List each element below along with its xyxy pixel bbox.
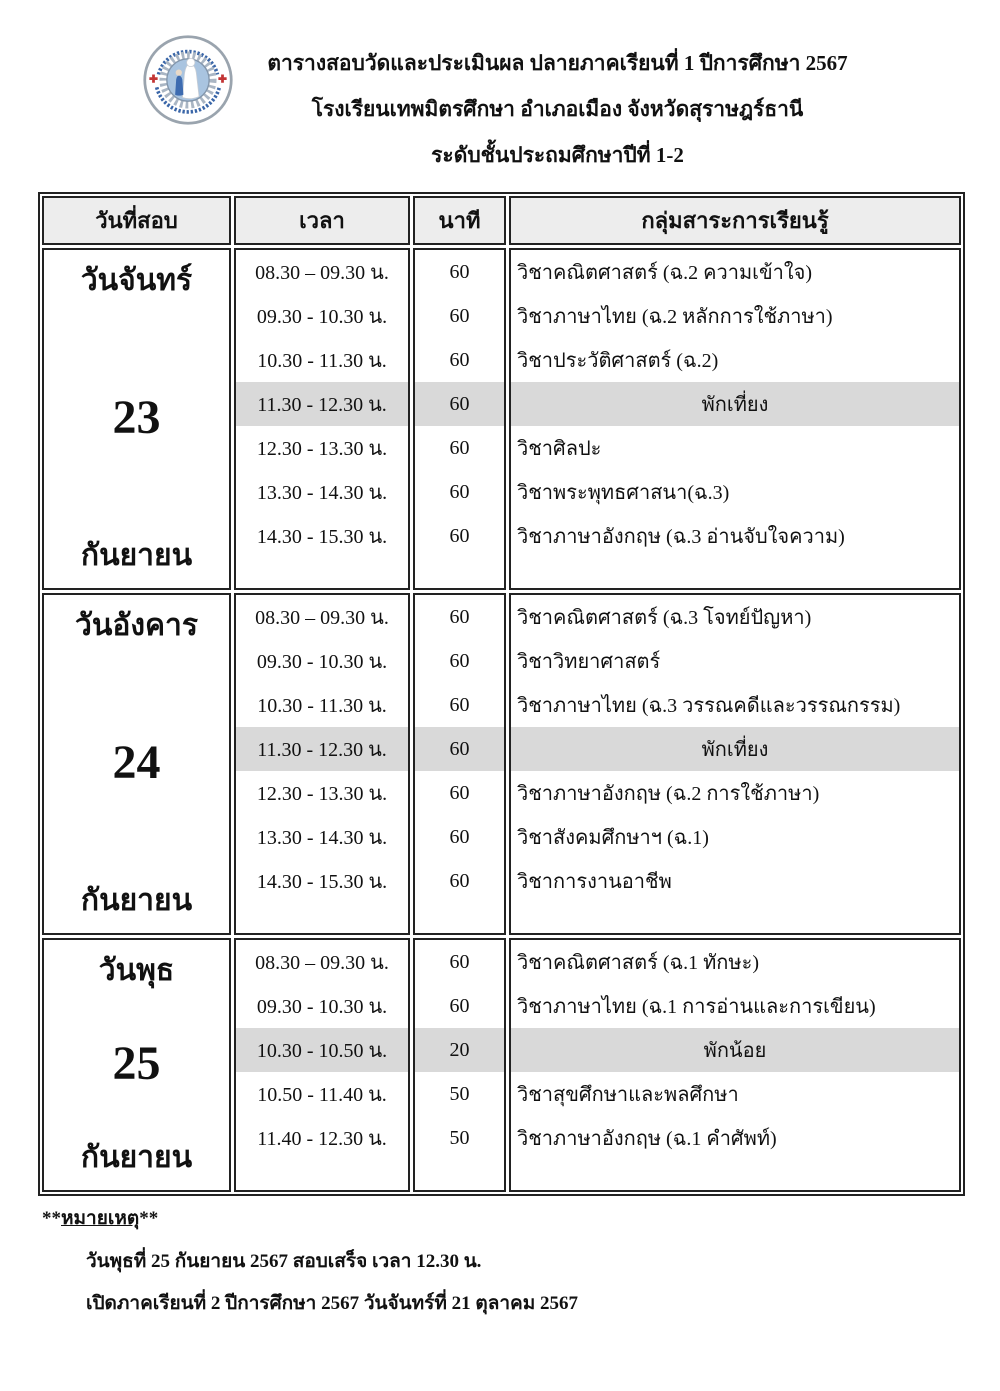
notes-label: หมายเหตุ xyxy=(61,1208,140,1229)
note-next-semester: เปิดภาคเรียนที่ 2 ปีการศึกษา 2567 วันจันทร์ที่ 21 ตุลาคม 2567 xyxy=(86,1293,579,1314)
school-logo xyxy=(142,34,234,126)
day-number: 24 xyxy=(112,736,161,789)
subject-column xyxy=(509,248,961,590)
subject-name: วิชาภาษาไทย (ฉ.1 การอ่านและการเขียน) xyxy=(517,996,876,1018)
duration-minutes: 50 xyxy=(449,1082,470,1105)
school-name: โรงเรียนเทพมิตรศึกษา อำเภอเมือง จังหวัดสุราษฎร์ธานี xyxy=(311,97,804,121)
subject-name: วิชาวิทยาศาสตร์ xyxy=(517,651,661,673)
subject-name: วิชาคณิตศาสตร์ (ฉ.3 โจทย์ปัญหา) xyxy=(517,607,812,629)
notes-stars-left: ** xyxy=(42,1208,61,1229)
time-slot: 10.30 - 11.30 น. xyxy=(257,695,387,717)
date-cell xyxy=(42,248,231,590)
day-section xyxy=(42,593,961,935)
subject-name: วิชาพระพุทธศาสนา(ฉ.3) xyxy=(517,482,730,504)
duration-minutes: 60 xyxy=(449,348,470,371)
time-column xyxy=(234,248,410,590)
subject-name: วิชาประวัติศาสตร์ (ฉ.2) xyxy=(517,350,719,372)
subject-name: วิชาคณิตศาสตร์ (ฉ.1 ทักษะ) xyxy=(517,952,759,974)
time-slot: 11.30 - 12.30 น. xyxy=(236,382,408,426)
time-slot: 10.50 - 11.40 น. xyxy=(257,1084,387,1106)
subject-name: วิชาภาษาอังกฤษ (ฉ.1 คำศัพท์) xyxy=(517,1128,777,1150)
duration-minutes: 60 xyxy=(449,869,470,892)
day-section xyxy=(42,248,961,590)
schedule-table-body xyxy=(42,248,961,1192)
duration-minutes: 60 xyxy=(449,524,470,547)
subject-name: วิชาสุขศึกษาและพลศึกษา xyxy=(517,1084,739,1106)
subject-name: วิชาศิลปะ xyxy=(517,438,602,460)
duration-minutes: 60 xyxy=(449,436,470,459)
note-exam-finish: วันพุธที่ 25 กันยายน 2567 สอบเสร็จ เวลา 12.30 น. xyxy=(86,1251,482,1272)
duration-minutes: 60 xyxy=(449,994,470,1017)
subject-name: วิชาภาษาไทย (ฉ.3 วรรณคดีและวรรณกรรม) xyxy=(517,695,901,717)
time-slot: 11.40 - 12.30 น. xyxy=(257,1128,387,1150)
date-cell xyxy=(42,938,231,1192)
time-slot: 08.30 – 09.30 น. xyxy=(255,952,389,974)
subject-name: วิชาคณิตศาสตร์ (ฉ.2 ความเข้าใจ) xyxy=(517,262,813,284)
duration-minutes: 60 xyxy=(449,825,470,848)
subject-name: วิชาสังคมศึกษาฯ (ฉ.1) xyxy=(517,827,709,849)
notes-heading xyxy=(42,1204,578,1234)
time-slot: 11.30 - 12.30 น. xyxy=(236,727,408,771)
column-header-subject: กลุ่มสาระการเรียนรู้ xyxy=(509,196,961,245)
duration-minutes: 50 xyxy=(449,1126,470,1149)
notes-stars-right: ** xyxy=(139,1208,159,1229)
minutes-column xyxy=(413,938,506,1192)
time-slot: 08.30 – 09.30 น. xyxy=(255,607,389,629)
subject-name: วิชาภาษาอังกฤษ (ฉ.2 การใช้ภาษา) xyxy=(517,783,820,805)
notes-section xyxy=(42,1204,578,1318)
document-title: ตารางสอบวัดและประเมินผล ปลายภาคเรียนที่ 1 ปีการศึกษา 2567 xyxy=(267,51,848,75)
table-header-row xyxy=(42,196,961,245)
duration-minutes: 20 xyxy=(415,1028,504,1072)
day-month: กันยายน xyxy=(80,1141,193,1174)
time-slot: 13.30 - 14.30 น. xyxy=(256,827,388,849)
date-cell xyxy=(42,593,231,935)
column-header-time: เวลา xyxy=(234,196,410,245)
duration-minutes: 60 xyxy=(415,382,504,426)
school-emblem-icon xyxy=(142,34,234,126)
title-block xyxy=(245,40,870,178)
time-slot: 09.30 - 10.30 น. xyxy=(256,996,388,1018)
subject-column xyxy=(509,938,961,1192)
minutes-column xyxy=(413,593,506,935)
time-slot: 10.30 - 10.50 น. xyxy=(236,1028,408,1072)
duration-minutes: 60 xyxy=(449,260,470,283)
column-header-exam-date: วันที่สอบ xyxy=(42,196,231,245)
day-number: 23 xyxy=(112,391,161,444)
duration-minutes: 60 xyxy=(449,649,470,672)
break-label: พักเที่ยง xyxy=(511,382,959,426)
day-section xyxy=(42,938,961,1192)
time-slot: 12.30 - 13.30 น. xyxy=(256,438,388,460)
day-number: 25 xyxy=(112,1037,161,1090)
time-slot: 12.30 - 13.30 น. xyxy=(256,783,388,805)
exam-schedule-table xyxy=(38,192,965,1196)
day-month: กันยายน xyxy=(80,884,193,917)
time-slot: 14.30 - 15.30 น. xyxy=(256,526,388,548)
subject-name: วิชาภาษาไทย (ฉ.2 หลักการใช้ภาษา) xyxy=(517,306,833,328)
day-month: กันยายน xyxy=(80,539,193,572)
day-name: วันจันทร์ xyxy=(80,264,193,297)
time-column xyxy=(234,938,410,1192)
duration-minutes: 60 xyxy=(449,480,470,503)
time-slot: 10.30 - 11.30 น. xyxy=(257,350,387,372)
time-slot: 14.30 - 15.30 น. xyxy=(256,871,388,893)
duration-minutes: 60 xyxy=(449,950,470,973)
column-header-minutes: นาที xyxy=(413,196,506,245)
duration-minutes: 60 xyxy=(449,693,470,716)
time-slot: 08.30 – 09.30 น. xyxy=(255,262,389,284)
minutes-column xyxy=(413,248,506,590)
subject-name: วิชาภาษาอังกฤษ (ฉ.3 อ่านจับใจความ) xyxy=(517,526,845,548)
time-column xyxy=(234,593,410,935)
subject-name: วิชาการงานอาชีพ xyxy=(517,871,672,893)
day-name: วันอังคาร xyxy=(74,609,199,642)
duration-minutes: 60 xyxy=(415,727,504,771)
break-label: พักเที่ยง xyxy=(511,727,959,771)
grade-level: ระดับชั้นประถมศึกษาปีที่ 1-2 xyxy=(431,143,684,167)
day-name: วันพุธ xyxy=(98,954,175,987)
duration-minutes: 60 xyxy=(449,605,470,628)
duration-minutes: 60 xyxy=(449,781,470,804)
time-slot: 13.30 - 14.30 น. xyxy=(256,482,388,504)
subject-column xyxy=(509,593,961,935)
time-slot: 09.30 - 10.30 น. xyxy=(256,651,388,673)
document-header xyxy=(0,0,1000,190)
break-label: พักน้อย xyxy=(511,1028,959,1072)
duration-minutes: 60 xyxy=(449,304,470,327)
time-slot: 09.30 - 10.30 น. xyxy=(256,306,388,328)
